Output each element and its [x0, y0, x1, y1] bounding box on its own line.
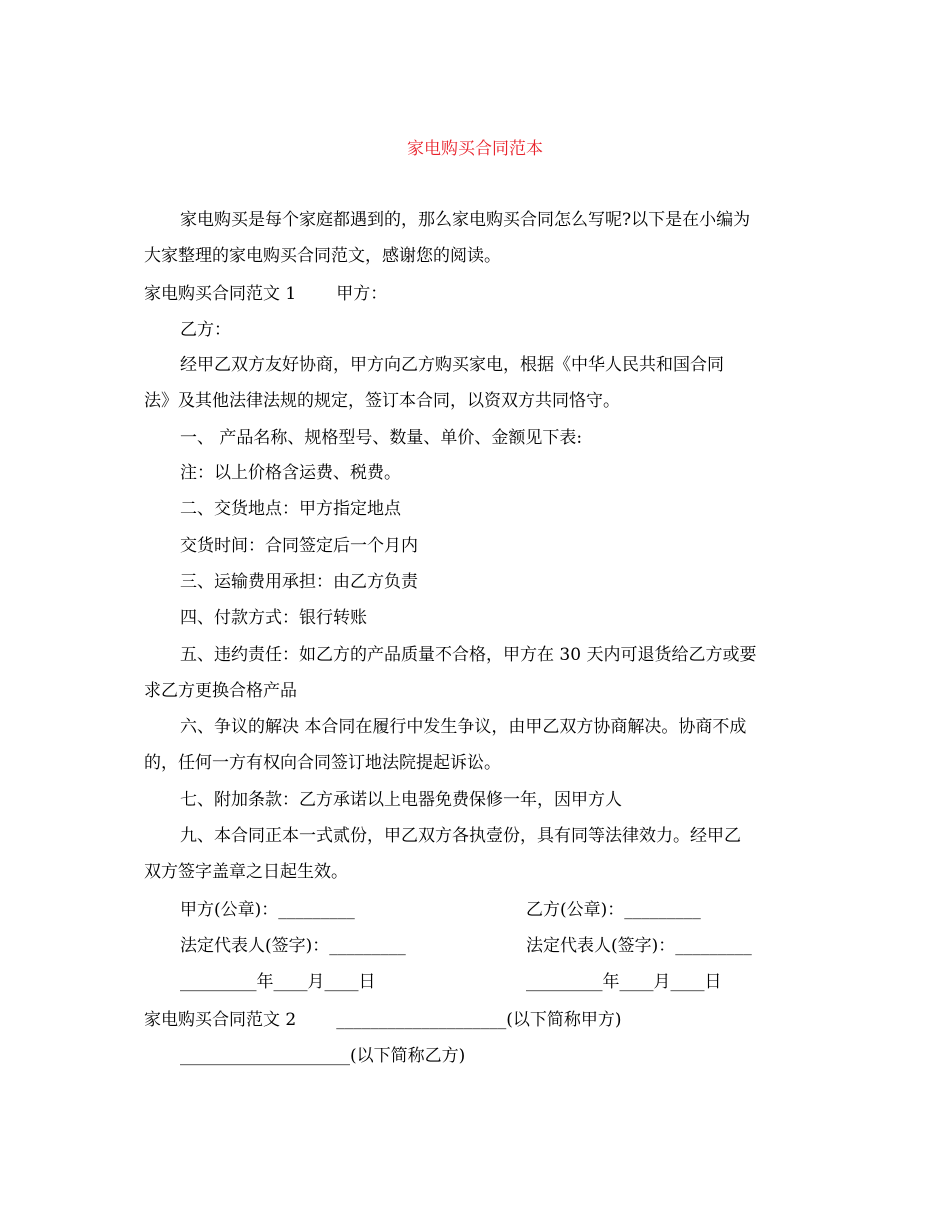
section2-heading-row: [144, 1010, 622, 1030]
section1-heading-row: [144, 284, 387, 304]
document-title: 家电购买合同范本: [407, 139, 543, 159]
clause-7: 七、附加条款：乙方承诺以上电器免费保修一年，因甲方人: [180, 790, 622, 810]
clause-9-line-1: 九、本合同正本一式贰份，甲乙双方各执壹份，具有同等法律效力。经甲乙: [180, 826, 741, 846]
party-a-representative: 法定代表人(签字)：_________: [180, 936, 406, 956]
clause-2: 二、交货地点：甲方指定地点: [180, 499, 401, 519]
party-b-label: 乙方：: [180, 320, 231, 340]
party-a-seal: 甲方(公章)：_________: [180, 900, 355, 920]
section1-heading: 家电购买合同范文 1: [144, 284, 297, 304]
section2-heading: 家电购买合同范文 2: [144, 1010, 297, 1030]
clause-5-line-2: 求乙方更换合格产品: [144, 681, 297, 701]
clause-1: 一、 产品名称、规格型号、数量、单价、金额见下表:: [180, 428, 583, 448]
clause-6-line-1: 六、争议的解决 本合同在履行中发生争议，由甲乙双方协商解决。协商不成: [180, 717, 747, 737]
party-b-representative: 法定代表人(签字)：_________: [526, 936, 752, 956]
clause-3: 三、运输费用承担：由乙方负责: [180, 572, 418, 592]
party-a-label: 甲方：: [336, 284, 388, 304]
section2-party-b: ____________________(以下简称乙方): [180, 1046, 466, 1066]
intro-line-1: 家电购买是每个家庭都遇到的，那么家电购买合同怎么写呢?以下是在小编为: [180, 210, 751, 230]
party-a-date: _________年____月____日: [180, 972, 376, 992]
section2-party-a: ____________________(以下简称甲方): [336, 1010, 622, 1030]
party-b-date: _________年____月____日: [526, 972, 722, 992]
party-b-seal: 乙方(公章)：_________: [526, 900, 701, 920]
clause-delivery-time: 交货时间：合同签定后一个月内: [180, 536, 418, 556]
preamble-line-1: 经甲乙双方友好协商，甲方向乙方购买家电，根据《中华人民共和国合同: [180, 355, 724, 375]
clause-4: 四、付款方式：银行转账: [180, 608, 367, 628]
intro-line-2: 大家整理的家电购买合同范文，感谢您的阅读。: [144, 246, 501, 266]
clause-note: 注：以上价格含运费、税费。: [180, 463, 401, 483]
clause-9-line-2: 双方签字盖章之日起生效。: [144, 862, 348, 882]
clause-5-line-1: 五、违约责任：如乙方的产品质量不合格，甲方在 30 天内可退货给乙方或要: [180, 645, 757, 665]
clause-6-line-2: 的，任何一方有权向合同签订地法院提起诉讼。: [144, 753, 501, 773]
preamble-line-2: 法》及其他法律法规的规定，签订本合同，以资双方共同恪守。: [144, 391, 620, 411]
